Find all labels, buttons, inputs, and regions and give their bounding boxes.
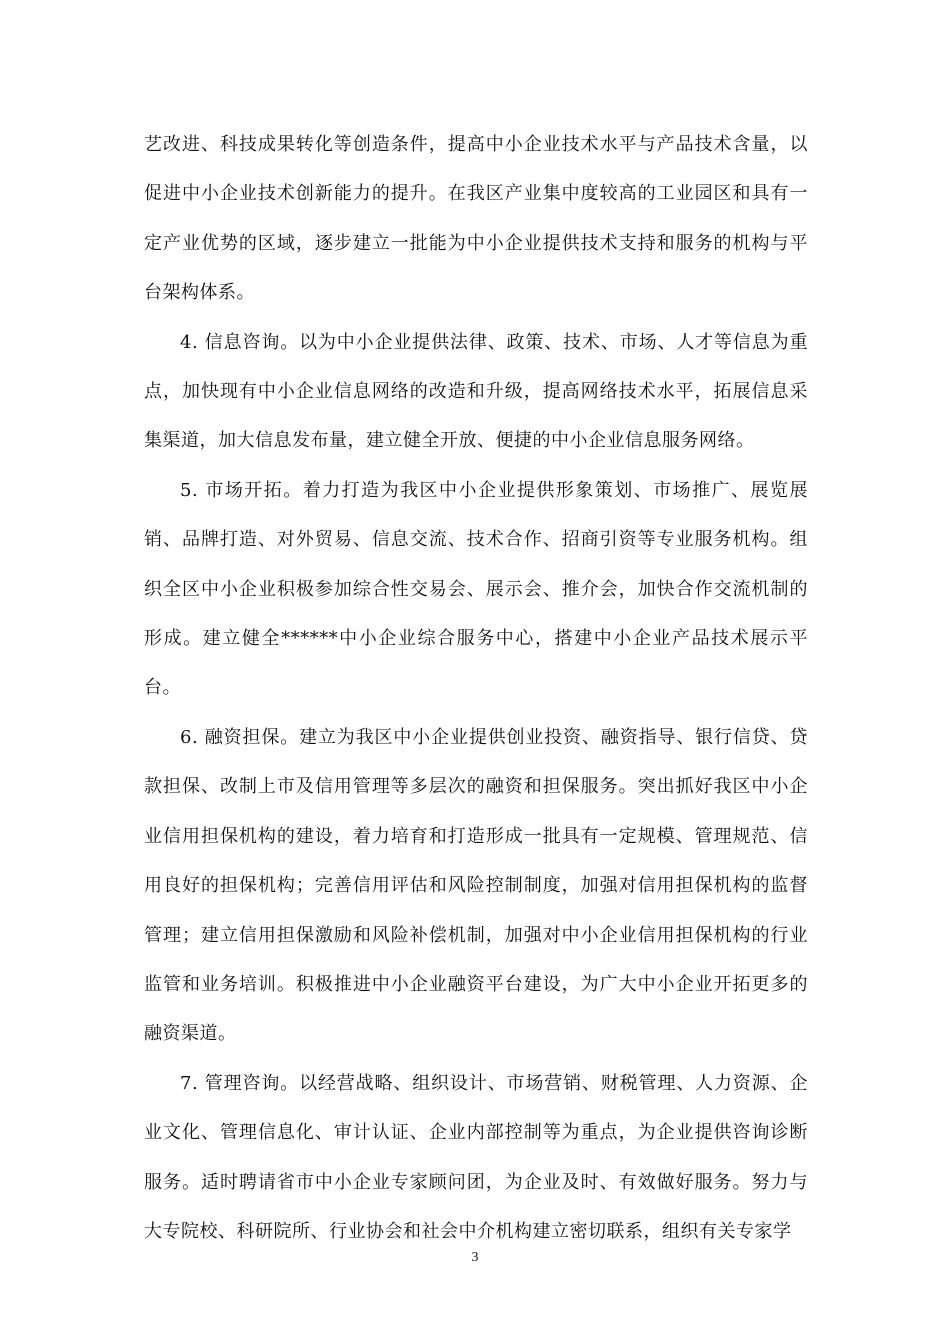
document-body — [144, 120, 808, 1256]
page-number: 3 — [471, 1250, 479, 1265]
paragraph-market-development: 5. 市场开拓。着力打造为我区中小企业提供形象策划、市场推广、展览展销、品牌打造、对外贸易、信息交流、技术合作、招商引资等专业服务机构。组织全区中小企业积极参加综合性交易会、展示会、推介会，加快合作交流机制的形成。建立健全******中小企业综合服务中心，搭建中小企业产品技术展示平台。 — [144, 479, 808, 699]
paragraph-information-consulting: 4. 信息咨询。以为中小企业提供法律、政策、技术、市场、人才等信息为重点，加快现有中小企业信息网络的改造和升级，提高网络技术水平，拓展信息采集渠道，加大信息发布量，建立健全开放、便捷的中小企业信息服务网络。 — [144, 331, 808, 452]
paragraph-financing-guarantee: 6. 融资担保。建立为我区中小企业提供创业投资、融资指导、银行信贷、贷款担保、改制上市及信用管理等多层次的融资和担保服务。突出抓好我区中小企业信用担保机构的建设，着力培育和打造形成一批具有一定规模、管理规范、信用良好的担保机构；完善信用评估和风险控制制度，加强对信用担保机构的监督管理；建立信用担保激励和风险补偿机制，加强对中小企业信用担保机构的行业监管和业务培训。积极推进中小企业融资平台建设，为广大中小企业开拓更多的融资渠道。 — [144, 726, 808, 1045]
paragraph-management-consulting: 7. 管理咨询。以经营战略、组织设计、市场营销、财税管理、人力资源、企业文化、管理信息化、审计认证、企业内部控制等为重点，为企业提供咨询诊断服务。适时聘请省市中小企业专家顾问团，为企业及时、有效做好服务。努力与大专院校、科研院所、行业协会和社会中介机构建立密切联系，组织有关专家学 — [144, 1072, 808, 1242]
paragraph-continuation: 艺改进、科技成果转化等创造条件，提高中小企业技术水平与产品技术含量，以促进中小企业技术创新能力的提升。在我区产业集中度较高的工业园区和具有一定产业优势的区域，逐步建立一批能为中小企业提供技术支持和服务的机构与平台架构体系。 — [144, 134, 808, 304]
